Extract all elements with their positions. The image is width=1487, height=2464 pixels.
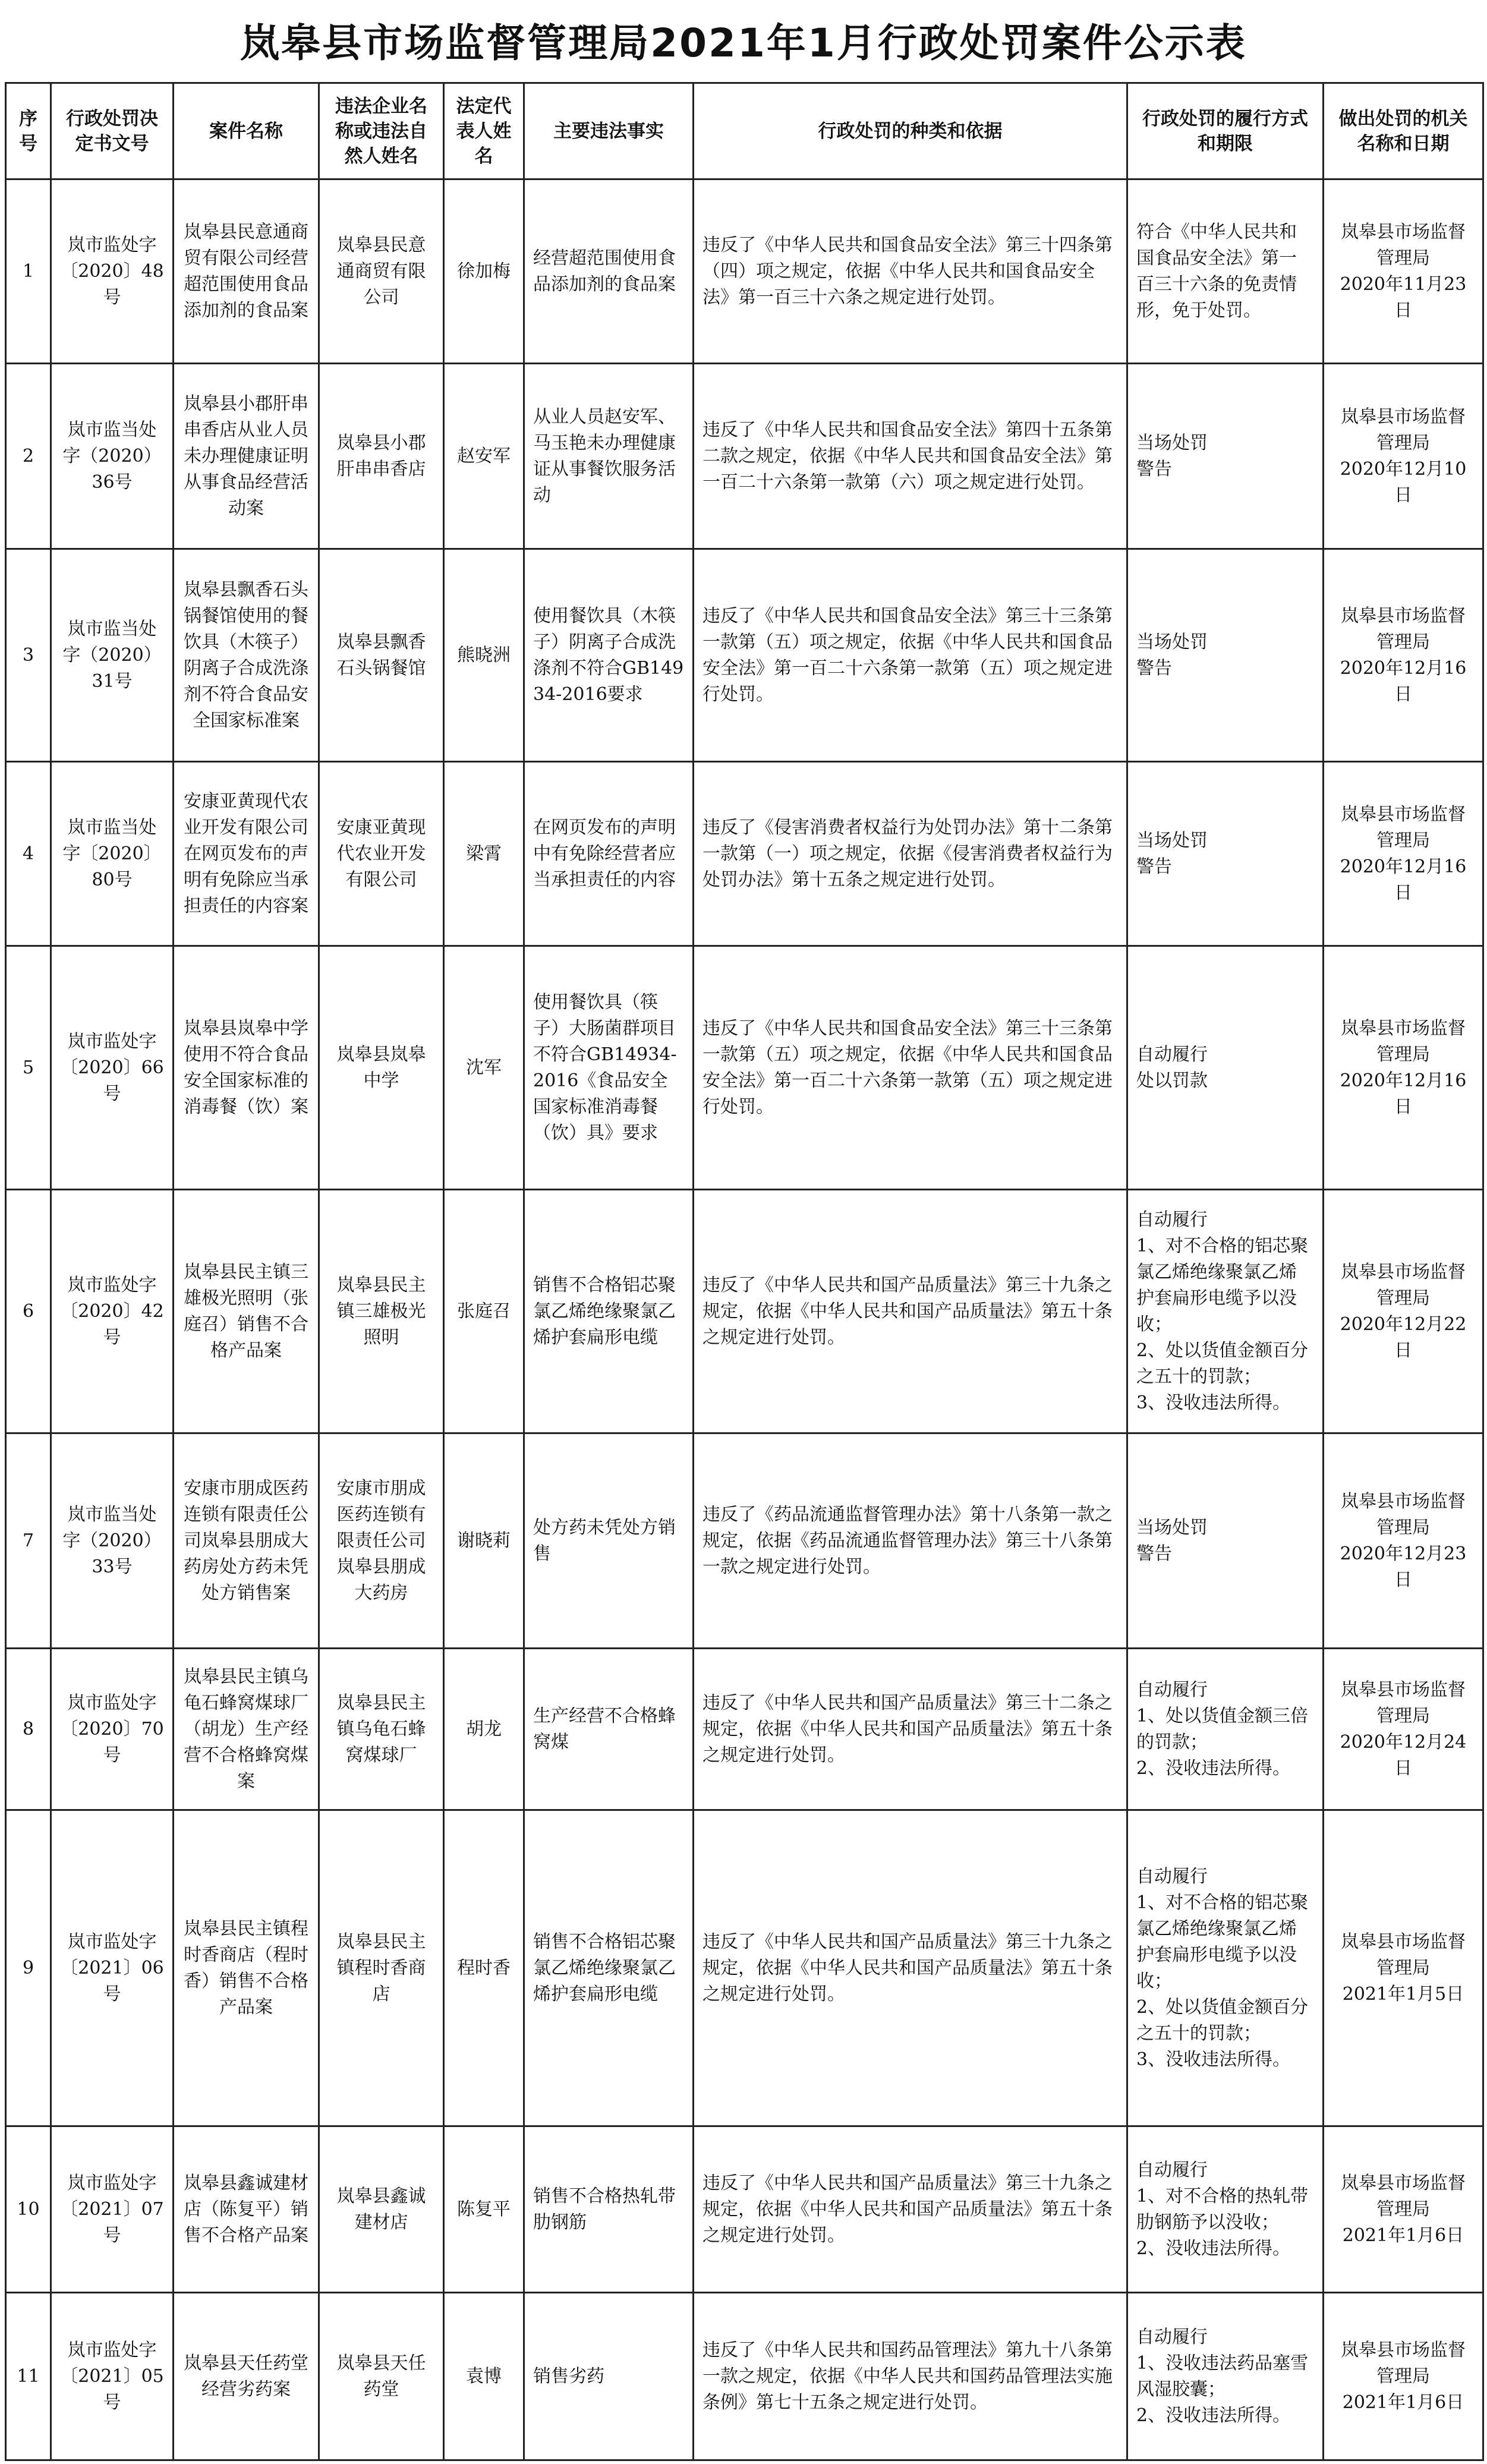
row-number: 10 xyxy=(6,2126,51,2293)
row-number: 6 xyxy=(6,1190,51,1433)
penalty-performance: 自动履行 1、对不合格的铝芯聚氯乙烯绝缘聚氯乙烯护套扁形电缆予以没收； 2、处以货值金额百分之五十的罚款； 3、没收违法所得。 xyxy=(1127,1190,1324,1433)
decision-doc-no: 岚市监处字〔2021〕05号 xyxy=(51,2293,174,2460)
penalty-basis: 违反了《中华人民共和国产品质量法》第三十二条之规定，依据《中华人民共和国产品质量法》第五十条之规定进行处罚。 xyxy=(694,1649,1127,1810)
penalty-basis: 违反了《中华人民共和国产品质量法》第三十九条之规定，依据《中华人民共和国产品质量法》第五十条之规定进行处罚。 xyxy=(694,1190,1127,1433)
legal-rep-name: 赵安军 xyxy=(444,364,524,549)
decision-doc-no: 岚市监处字〔2021〕06号 xyxy=(51,1810,174,2126)
row-number: 5 xyxy=(6,946,51,1190)
authority-and-date: 岚皋县市场监督管理局 2020年12月16日 xyxy=(1324,762,1483,946)
party-name: 岚皋县民主镇乌龟石蜂窝煤球厂 xyxy=(319,1649,444,1810)
decision-doc-no: 岚市监处字〔2021〕07号 xyxy=(51,2126,174,2293)
penalty-basis: 违反了《中华人民共和国食品安全法》第四十五条第二款之规定，依据《中华人民共和国食品安全法》第一百二十六条第一款第（六）项之规定进行处罚。 xyxy=(694,364,1127,549)
row-number: 11 xyxy=(6,2293,51,2460)
decision-doc-no: 岚市监当处字（2020）36号 xyxy=(51,364,174,549)
party-name: 安康市朋成医药连锁有限责任公司岚皋县朋成大药房 xyxy=(319,1433,444,1649)
legal-rep-name: 梁霄 xyxy=(444,762,524,946)
legal-rep-name: 袁博 xyxy=(444,2293,524,2460)
penalty-basis: 违反了《侵害消费者权益行为处罚办法》第十二条第一款第（一）项之规定，依据《侵害消费者权益行为处罚办法》第十五条之规定进行处罚。 xyxy=(694,762,1127,946)
legal-rep-name: 胡龙 xyxy=(444,1649,524,1810)
violation-facts: 生产经营不合格蜂窝煤 xyxy=(524,1649,694,1810)
party-name: 岚皋县民主镇程时香商店 xyxy=(319,1810,444,2126)
authority-and-date: 岚皋县市场监督管理局 2021年1月6日 xyxy=(1324,2293,1483,2460)
case-name: 岚皋县天任药堂经营劣药案 xyxy=(174,2293,319,2460)
header-authority: 做出处罚的机关名称和日期 xyxy=(1324,83,1483,179)
penalty-performance: 自动履行 1、处以货值金额三倍的罚款； 2、没收违法所得。 xyxy=(1127,1649,1324,1810)
penalty-basis: 违反了《中华人民共和国产品质量法》第三十九条之规定，依据《中华人民共和国产品质量法》第五十条之规定进行处罚。 xyxy=(694,2126,1127,2293)
row-number: 8 xyxy=(6,1649,51,1810)
decision-doc-no: 岚市监当处字（2020）31号 xyxy=(51,549,174,762)
penalty-table xyxy=(5,82,1484,2461)
table-row xyxy=(6,2293,1483,2460)
authority-and-date: 岚皋县市场监督管理局 2021年1月6日 xyxy=(1324,2126,1483,2293)
decision-doc-no: 岚市监处字〔2020〕66号 xyxy=(51,946,174,1190)
table-row xyxy=(6,946,1483,1190)
legal-rep-name: 陈复平 xyxy=(444,2126,524,2293)
header-basis: 行政处罚的种类和依据 xyxy=(694,83,1127,179)
violation-facts: 使用餐饮具（筷子）大肠菌群项目不符合GB14934-2016《食品安全国家标准消毒餐（饮）具》要求 xyxy=(524,946,694,1190)
authority-and-date: 岚皋县市场监督管理局 2020年12月24日 xyxy=(1324,1649,1483,1810)
header-legal-rep: 法定代表人姓名 xyxy=(444,83,524,179)
legal-rep-name: 程时香 xyxy=(444,1810,524,2126)
case-name: 安康亚黄现代农业开发有限公司在网页发布的声明有免除应当承担责任的内容案 xyxy=(174,762,319,946)
penalty-basis: 违反了《药品流通监督管理办法》第十八条第一款之规定，依据《药品流通监督管理办法》第三十八条第一款之规定进行处罚。 xyxy=(694,1433,1127,1649)
row-number: 7 xyxy=(6,1433,51,1649)
table-row xyxy=(6,179,1483,364)
case-name: 岚皋县民主镇三雄极光照明（张庭召）销售不合格产品案 xyxy=(174,1190,319,1433)
penalty-performance: 当场处罚 警告 xyxy=(1127,549,1324,762)
table-row xyxy=(6,1810,1483,2126)
party-name: 岚皋县鑫诚建材店 xyxy=(319,2126,444,2293)
violation-facts: 销售不合格铝芯聚氯乙烯绝缘聚氯乙烯护套扁形电缆 xyxy=(524,1810,694,2126)
penalty-performance: 自动履行 1、对不合格的铝芯聚氯乙烯绝缘聚氯乙烯护套扁形电缆予以没收； 2、处以货值金额百分之五十的罚款； 3、没收违法所得。 xyxy=(1127,1810,1324,2126)
case-name: 岚皋县岚皋中学使用不符合食品安全国家标准的消毒餐（饮）案 xyxy=(174,946,319,1190)
legal-rep-name: 徐加梅 xyxy=(444,179,524,364)
party-name: 岚皋县民主镇三雄极光照明 xyxy=(319,1190,444,1433)
header-no: 序号 xyxy=(6,83,51,179)
penalty-performance: 自动履行 1、没收违法药品塞雪风湿胶囊； 2、没收违法所得。 xyxy=(1127,2293,1324,2460)
penalty-performance: 当场处罚 警告 xyxy=(1127,1433,1324,1649)
penalty-basis: 违反了《中华人民共和国食品安全法》第三十三条第一款第（五）项之规定，依据《中华人民共和国食品安全法》第一百二十六条第一款第（五）项之规定进行处罚。 xyxy=(694,946,1127,1190)
authority-and-date: 岚皋县市场监督管理局 2020年12月16日 xyxy=(1324,946,1483,1190)
violation-facts: 使用餐饮具（木筷子）阴离子合成洗涤剂不符合GB14934-2016要求 xyxy=(524,549,694,762)
header-doc-no: 行政处罚决定书文号 xyxy=(51,83,174,179)
violation-facts: 销售不合格热轧带肋钢筋 xyxy=(524,2126,694,2293)
table-row xyxy=(6,549,1483,762)
penalty-performance: 当场处罚 警告 xyxy=(1127,364,1324,549)
legal-rep-name: 谢晓莉 xyxy=(444,1433,524,1649)
party-name: 岚皋县小郡肝串串香店 xyxy=(319,364,444,549)
violation-facts: 经营超范围使用食品添加剂的食品案 xyxy=(524,179,694,364)
authority-and-date: 岚皋县市场监督管理局 2021年1月5日 xyxy=(1324,1810,1483,2126)
violation-facts: 在网页发布的声明中有免除经营者应当承担责任的内容 xyxy=(524,762,694,946)
page-title: 岚皋县市场监督管理局2021年1月行政处罚案件公示表 xyxy=(240,20,1247,66)
decision-doc-no: 岚市监处字〔2020〕42号 xyxy=(51,1190,174,1433)
header-facts: 主要违法事实 xyxy=(524,83,694,179)
row-number: 4 xyxy=(6,762,51,946)
row-number: 9 xyxy=(6,1810,51,2126)
decision-doc-no: 岚市监当处字〔2020〕80号 xyxy=(51,762,174,946)
penalty-basis: 违反了《中华人民共和国食品安全法》第三十三条第一款第（五）项之规定，依据《中华人民共和国食品安全法》第一百二十六条第一款第（五）项之规定进行处罚。 xyxy=(694,549,1127,762)
case-name: 岚皋县民主镇乌龟石蜂窝煤球厂（胡龙）生产经营不合格蜂窝煤案 xyxy=(174,1649,319,1810)
header-party: 违法企业名称或违法自然人姓名 xyxy=(319,83,444,179)
authority-and-date: 岚皋县市场监督管理局 2020年12月22日 xyxy=(1324,1190,1483,1433)
authority-and-date: 岚皋县市场监督管理局 2020年11月23日 xyxy=(1324,179,1483,364)
row-number: 3 xyxy=(6,549,51,762)
legal-rep-name: 张庭召 xyxy=(444,1190,524,1433)
row-number: 1 xyxy=(6,179,51,364)
row-number: 2 xyxy=(6,364,51,549)
table-row xyxy=(6,364,1483,549)
table-row xyxy=(6,2126,1483,2293)
decision-doc-no: 岚市监当处字（2020）33号 xyxy=(51,1433,174,1649)
authority-and-date: 岚皋县市场监督管理局 2020年12月23日 xyxy=(1324,1433,1483,1649)
penalty-performance: 当场处罚 警告 xyxy=(1127,762,1324,946)
case-name: 岚皋县小郡肝串串香店从业人员未办理健康证明从事食品经营活动案 xyxy=(174,364,319,549)
decision-doc-no: 岚市监处字〔2020〕70号 xyxy=(51,1649,174,1810)
table-row xyxy=(6,762,1483,946)
legal-rep-name: 沈军 xyxy=(444,946,524,1190)
table-row xyxy=(6,1433,1483,1649)
party-name: 岚皋县天任药堂 xyxy=(319,2293,444,2460)
authority-and-date: 岚皋县市场监督管理局 2020年12月10日 xyxy=(1324,364,1483,549)
penalty-performance: 自动履行 处以罚款 xyxy=(1127,946,1324,1190)
case-name: 岚皋县民意通商贸有限公司经营超范围使用食品添加剂的食品案 xyxy=(174,179,319,364)
table-row xyxy=(6,1190,1483,1433)
case-name: 岚皋县民主镇程时香商店（程时香）销售不合格产品案 xyxy=(174,1810,319,2126)
legal-rep-name: 熊晓洲 xyxy=(444,549,524,762)
penalty-basis: 违反了《中华人民共和国食品安全法》第三十四条第（四）项之规定，依据《中华人民共和国食品安全法》第一百三十六条之规定进行处罚。 xyxy=(694,179,1127,364)
header-performance: 行政处罚的履行方式和期限 xyxy=(1127,83,1324,179)
penalty-performance: 自动履行 1、对不合格的热轧带肋钢筋予以没收； 2、没收违法所得。 xyxy=(1127,2126,1324,2293)
header-row xyxy=(6,83,1483,179)
case-name: 安康市朋成医药连锁有限责任公司岚皋县朋成大药房处方药未凭处方销售案 xyxy=(174,1433,319,1649)
table-row xyxy=(6,1649,1483,1810)
violation-facts: 销售不合格铝芯聚氯乙烯绝缘聚氯乙烯护套扁形电缆 xyxy=(524,1190,694,1433)
violation-facts: 处方药未凭处方销售 xyxy=(524,1433,694,1649)
case-name: 岚皋县鑫诚建材店（陈复平）销售不合格产品案 xyxy=(174,2126,319,2293)
penalty-basis: 违反了《中华人民共和国产品质量法》第三十九条之规定，依据《中华人民共和国产品质量法》第五十条之规定进行处罚。 xyxy=(694,1810,1127,2126)
party-name: 安康亚黄现代农业开发有限公司 xyxy=(319,762,444,946)
party-name: 岚皋县岚皋中学 xyxy=(319,946,444,1190)
decision-doc-no: 岚市监处字〔2020〕48号 xyxy=(51,179,174,364)
penalty-basis: 违反了《中华人民共和国药品管理法》第九十八条第一款之规定，依据《中华人民共和国药品管理法实施条例》第七十五条之规定进行处罚。 xyxy=(694,2293,1127,2460)
violation-facts: 从业人员赵安军、马玉艳未办理健康证从事餐饮服务活动 xyxy=(524,364,694,549)
header-case-name: 案件名称 xyxy=(174,83,319,179)
party-name: 岚皋县飘香石头锅餐馆 xyxy=(319,549,444,762)
case-name: 岚皋县飘香石头锅餐馆使用的餐饮具（木筷子）阴离子合成洗涤剂不符合食品安全国家标准案 xyxy=(174,549,319,762)
authority-and-date: 岚皋县市场监督管理局 2020年12月16日 xyxy=(1324,549,1483,762)
penalty-performance: 符合《中华人民共和国食品安全法》第一百三十六条的免责情形，免于处罚。 xyxy=(1127,179,1324,364)
party-name: 岚皋县民意通商贸有限公司 xyxy=(319,179,444,364)
violation-facts: 销售劣药 xyxy=(524,2293,694,2460)
